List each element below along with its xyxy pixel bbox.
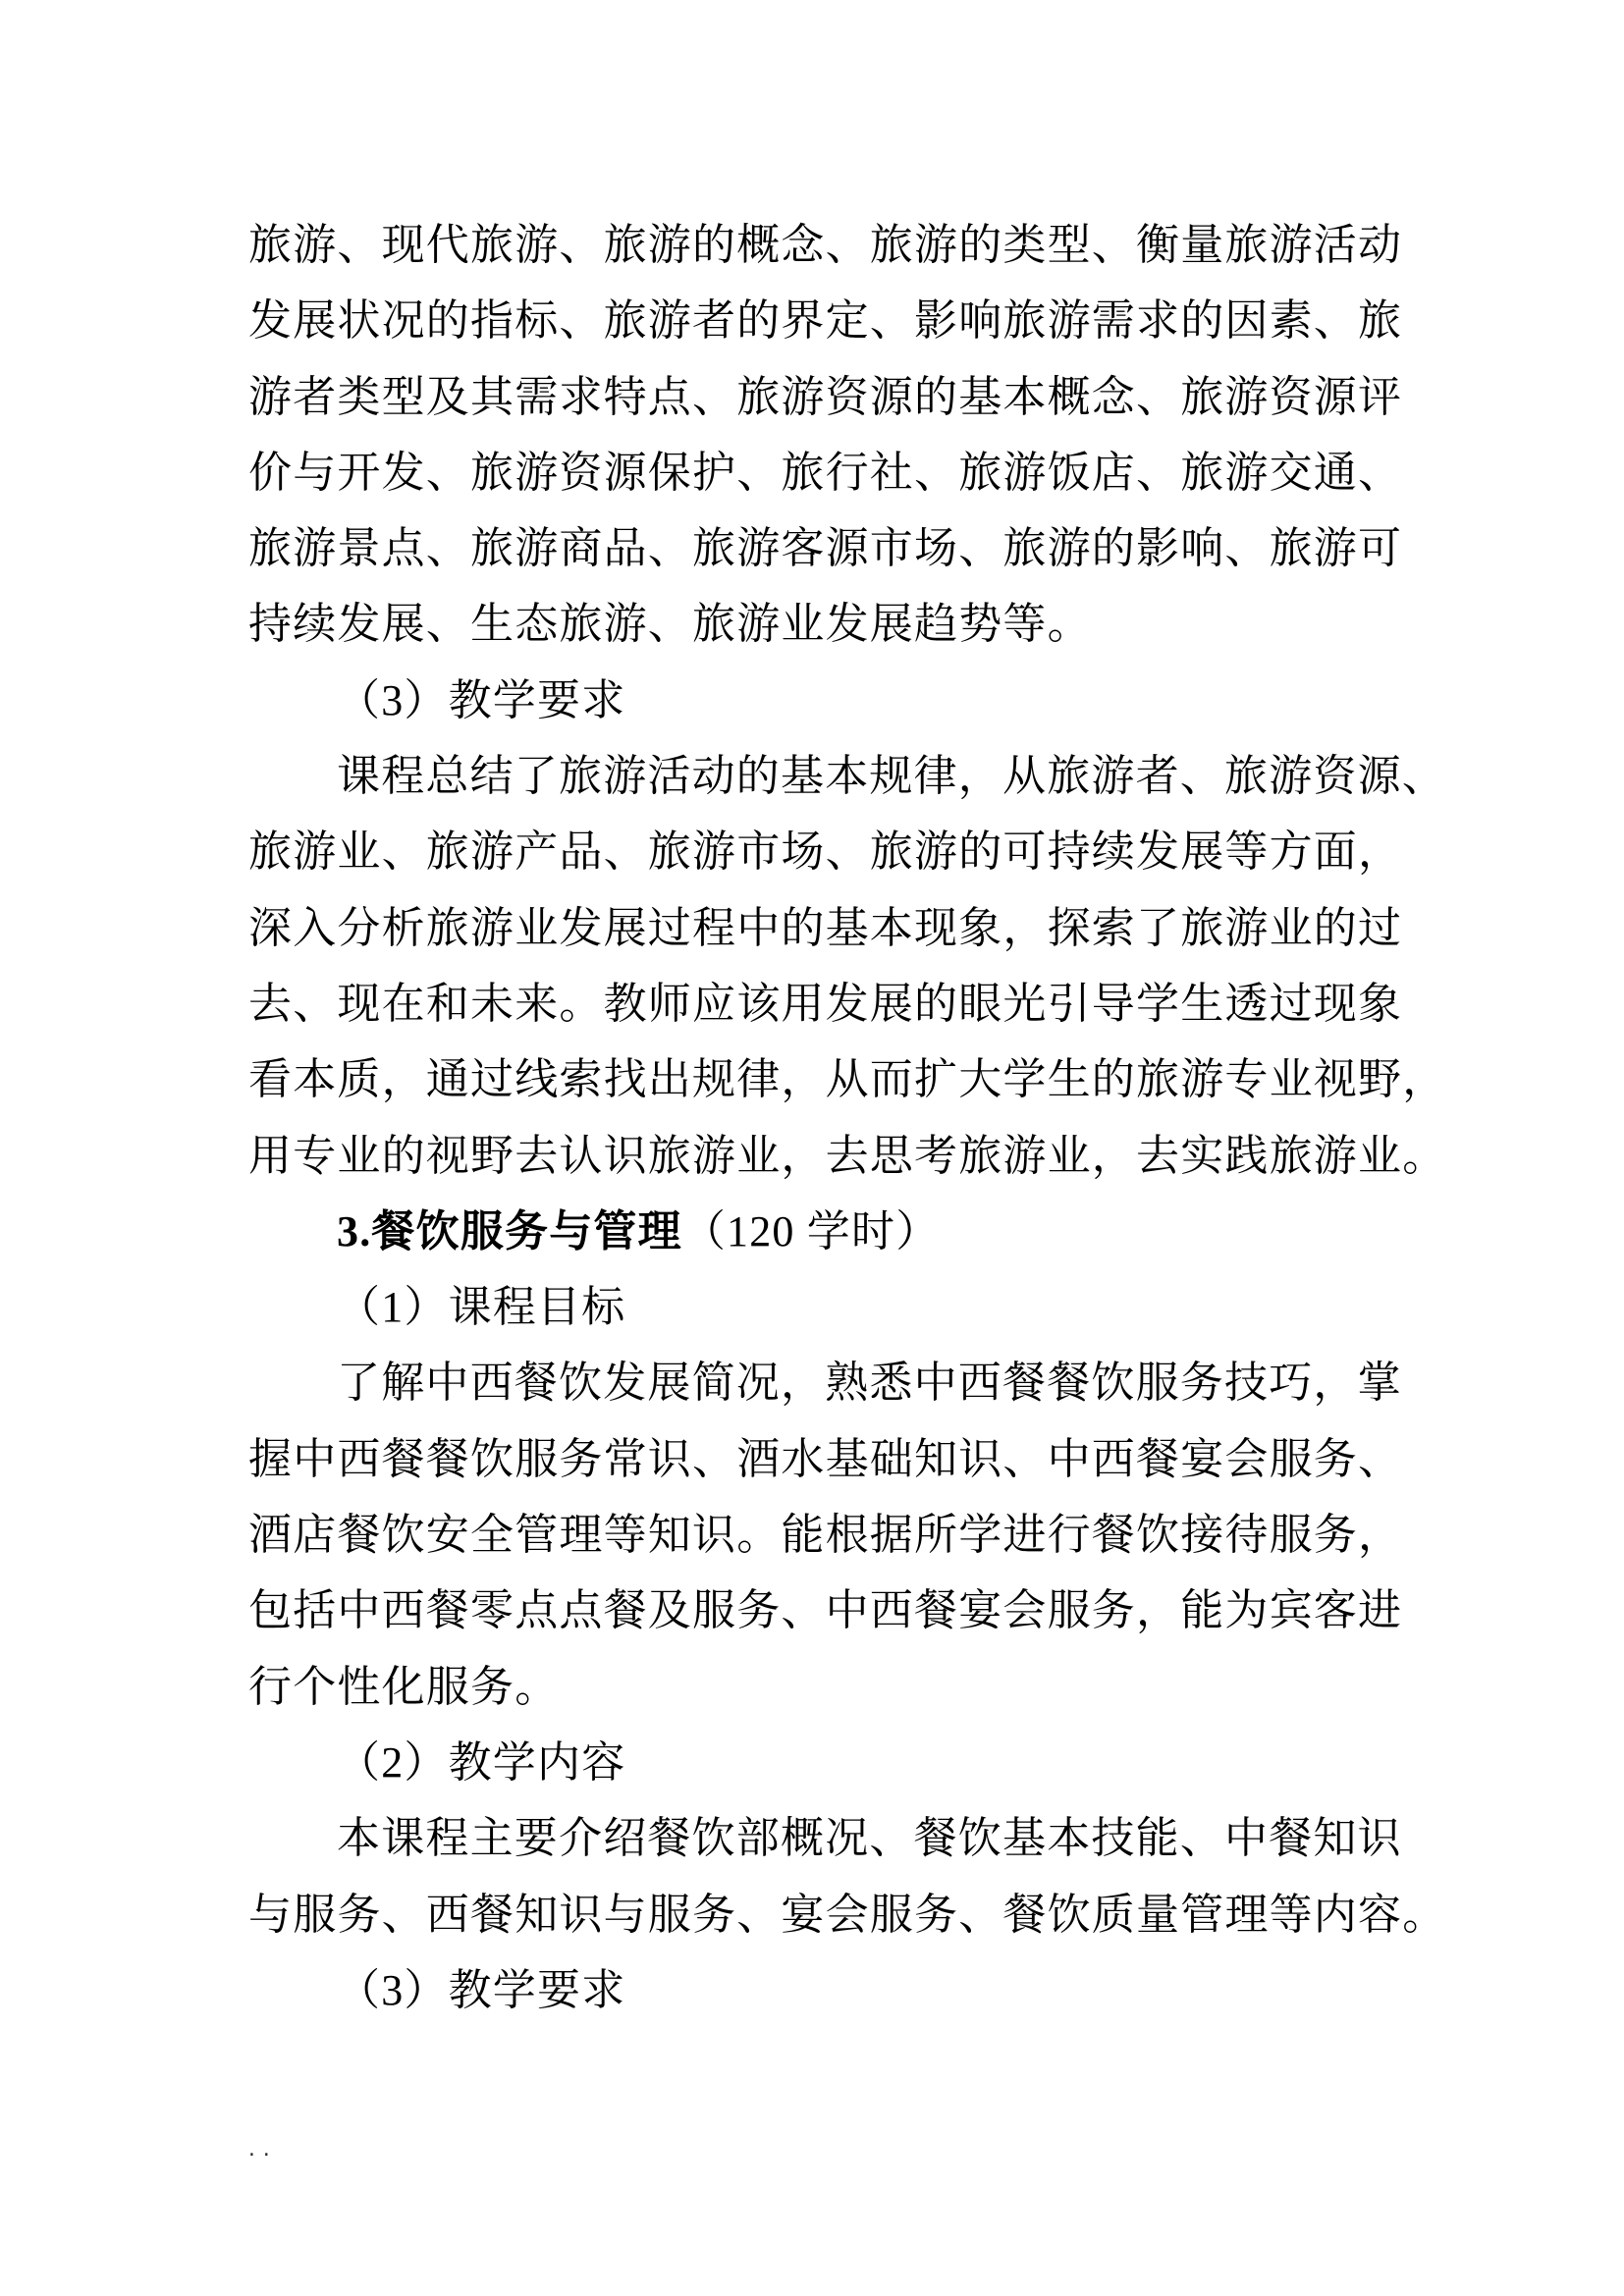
text-line <box>248 966 1412 1041</box>
text-line <box>248 1269 1412 1345</box>
text-line <box>248 586 1412 662</box>
body-text: 包括中西餐零点点餐及服务、中西餐宴会服务，能为宾客进 <box>248 1586 1403 1635</box>
body-text: 与服务、西餐知识与服务、宴会服务、餐饮质量管理等内容。 <box>248 1890 1447 1939</box>
body-text: 旅游景点、旅游商品、旅游客源市场、旅游的影响、旅游可 <box>248 524 1403 573</box>
body-text: 用专业的视野去认识旅游业，去思考旅游业，去实践旅游业。 <box>248 1131 1447 1180</box>
text-line <box>248 1497 1412 1573</box>
footer-mark: .. <box>246 2140 276 2161</box>
body-text: 深入分析旅游业发展过程中的基本现象，探索了旅游业的过 <box>248 903 1403 952</box>
text-line <box>248 1800 1412 1876</box>
body-text: （3）教学要求 <box>337 1965 626 2014</box>
text-line <box>248 1952 1412 2028</box>
text-line <box>248 1421 1412 1497</box>
text-line <box>248 1725 1412 1800</box>
body-text: （3）教学要求 <box>337 675 626 724</box>
text-line <box>248 814 1412 889</box>
body-text: 看本质，通过线索找出规律，从而扩大学生的旅游专业视野， <box>248 1055 1447 1104</box>
body-text: （120 学时） <box>681 1206 941 1255</box>
body-text: 发展状况的指标、旅游者的界定、影响旅游需求的因素、旅 <box>248 296 1403 346</box>
body-text: 了解中西餐饮发展简况，熟悉中西餐餐饮服务技巧，掌 <box>337 1359 1402 1408</box>
body-text: 持续发展、生态旅游、旅游业发展趋势等。 <box>248 600 1092 649</box>
text-line <box>248 890 1412 966</box>
text-line <box>248 1345 1412 1420</box>
text-line <box>248 1649 1412 1725</box>
body-text: 去、现在和未来。教师应该用发展的眼光引导学生透过现象 <box>248 979 1403 1028</box>
text-body <box>248 207 1447 2028</box>
body-text: 旅游、现代旅游、旅游的概念、旅游的类型、衡量旅游活动 <box>248 221 1403 269</box>
text-line <box>248 283 1412 358</box>
text-line <box>248 207 1412 283</box>
body-text: 酒店餐饮安全管理等知识。能根据所学进行餐饮接待服务， <box>248 1511 1403 1560</box>
body-text: 课程总结了旅游活动的基本规律，从旅游者、旅游资源、 <box>337 752 1446 801</box>
body-text: 行个性化服务。 <box>248 1662 560 1711</box>
body-text: 握中西餐餐饮服务常识、酒水基础知识、中西餐宴会服务、 <box>248 1434 1403 1483</box>
body-text: （1）课程目标 <box>337 1283 626 1332</box>
text-line <box>248 1041 1447 1117</box>
body-text: （2）教学内容 <box>337 1737 626 1787</box>
heading-bold-text: 3.餐饮服务与管理 <box>337 1206 682 1255</box>
body-text: 价与开发、旅游资源保护、旅行社、旅游饭店、旅游交通、 <box>248 448 1403 497</box>
text-line <box>248 435 1412 510</box>
text-line <box>248 359 1412 435</box>
body-text: 本课程主要介绍餐饮部概况、餐饮基本技能、中餐知识 <box>337 1814 1402 1863</box>
text-line <box>248 510 1412 586</box>
body-text: 游者类型及其需求特点、旅游资源的基本概念、旅游资源评 <box>248 372 1403 421</box>
text-line <box>248 1877 1447 1952</box>
text-line <box>248 1194 1412 1269</box>
text-line <box>248 663 1412 738</box>
text-line <box>248 1573 1412 1648</box>
text-line <box>248 1118 1447 1194</box>
body-text: 旅游业、旅游产品、旅游市场、旅游的可持续发展等方面， <box>248 828 1403 877</box>
text-line <box>248 738 1446 814</box>
